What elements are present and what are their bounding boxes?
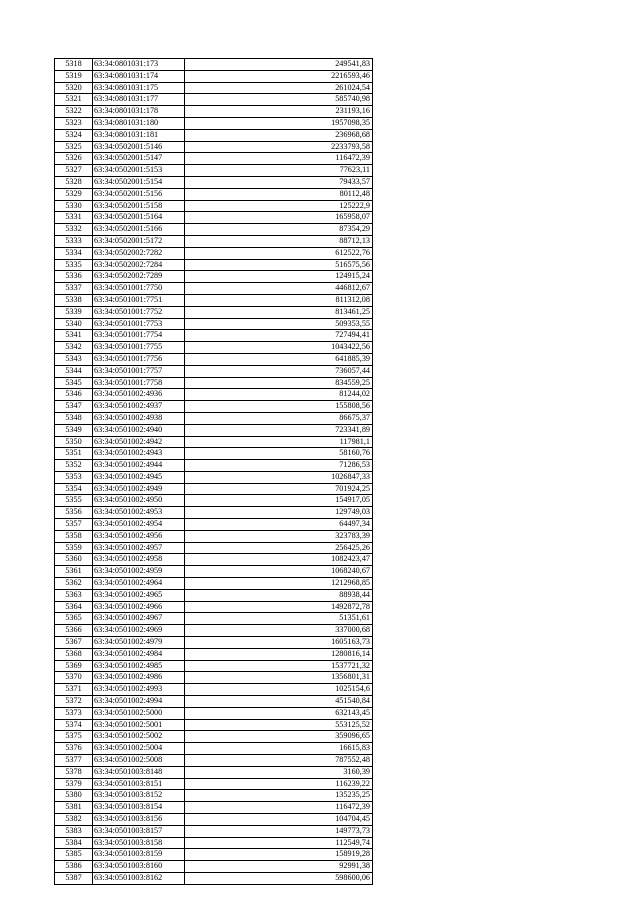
table-row [55,872,373,884]
cadastral-number: 63:34:0501002:4940 [93,424,185,436]
table-row [55,766,373,778]
cadastral-value: 337000,68 [185,625,373,637]
cadastral-number: 63:34:0501002:4944 [93,460,185,472]
cadastral-number: 63:34:0502002:7289 [93,271,185,283]
cadastral-number: 63:34:0501002:4966 [93,601,185,613]
row-number: 5330 [55,200,93,212]
row-number: 5370 [55,672,93,684]
cadastral-number: 63:34:0801031:177 [93,94,185,106]
cadastral-value: 165958,07 [185,212,373,224]
cadastral-number: 63:34:0501002:4964 [93,578,185,590]
cadastral-number: 63:34:0502001:5153 [93,165,185,177]
cadastral-value: 1356801,31 [185,672,373,684]
cadastral-value: 231193,16 [185,106,373,118]
cadastral-number: 63:34:0501003:8162 [93,872,185,884]
row-number: 5340 [55,318,93,330]
table-row [55,861,373,873]
row-number: 5358 [55,530,93,542]
cadastral-number: 63:34:0501002:4956 [93,530,185,542]
row-number: 5350 [55,436,93,448]
row-number: 5377 [55,755,93,767]
cadastral-value: 509353,55 [185,318,373,330]
row-number: 5361 [55,566,93,578]
cadastral-value: 116239,22 [185,778,373,790]
cadastral-number: 63:34:0502001:5164 [93,212,185,224]
cadastral-value: 80112,48 [185,188,373,200]
table-row [55,377,373,389]
cadastral-number: 63:34:0501001:7752 [93,306,185,318]
table-row [55,814,373,826]
cadastral-number: 63:34:0501001:7751 [93,294,185,306]
cadastral-value: 516575,56 [185,259,373,271]
cadastral-value: 64497,34 [185,519,373,531]
table-row [55,212,373,224]
table-row [55,200,373,212]
table-row [55,554,373,566]
table-row [55,70,373,82]
table-row [55,483,373,495]
row-number: 5336 [55,271,93,283]
cadastral-number: 63:34:0501001:7750 [93,283,185,295]
cadastral-value: 813461,25 [185,306,373,318]
row-number: 5349 [55,424,93,436]
row-number: 5322 [55,106,93,118]
table-row [55,589,373,601]
table-row [55,519,373,531]
table-row [55,660,373,672]
cadastral-value: 1605163,73 [185,637,373,649]
cadastral-value: 1026847,33 [185,471,373,483]
table-row [55,625,373,637]
table-row [55,401,373,413]
table-row [55,318,373,330]
table-row [55,188,373,200]
table-row [55,542,373,554]
table-row [55,389,373,401]
cadastral-number: 63:34:0501002:4993 [93,684,185,696]
row-number: 5328 [55,176,93,188]
cadastral-value: 1082423,47 [185,554,373,566]
cadastral-number: 63:34:0502002:7282 [93,247,185,259]
row-number: 5342 [55,342,93,354]
cadastral-number: 63:34:0501002:4994 [93,696,185,708]
table-row [55,153,373,165]
cadastral-value: 256425,26 [185,542,373,554]
row-number: 5338 [55,294,93,306]
cadastral-number: 63:34:0501002:4945 [93,471,185,483]
table-row [55,176,373,188]
cadastral-value: 77623,11 [185,165,373,177]
cadastral-number: 63:34:0501003:8152 [93,790,185,802]
cadastral-value: 451540,84 [185,696,373,708]
cadastral-value: 116472,39 [185,153,373,165]
table-row [55,224,373,236]
cadastral-value: 834559,25 [185,377,373,389]
cadastral-value: 1043422,56 [185,342,373,354]
row-number: 5374 [55,719,93,731]
table-row [55,247,373,259]
cadastral-number: 63:34:0501002:5008 [93,755,185,767]
row-number: 5359 [55,542,93,554]
cadastral-number: 63:34:0502001:5158 [93,200,185,212]
row-number: 5331 [55,212,93,224]
cadastral-number: 63:34:0501002:4984 [93,648,185,660]
cadastral-value: 88938,44 [185,589,373,601]
row-number: 5385 [55,849,93,861]
cadastral-value: 124915,24 [185,271,373,283]
row-number: 5367 [55,637,93,649]
cadastral-number: 63:34:0801031:178 [93,106,185,118]
cadastral-number: 63:34:0501002:4942 [93,436,185,448]
cadastral-number: 63:34:0501002:4937 [93,401,185,413]
cadastral-number: 63:34:0501002:5002 [93,731,185,743]
cadastral-value: 112549,74 [185,837,373,849]
cadastral-value: 129749,03 [185,507,373,519]
row-number: 5380 [55,790,93,802]
row-number: 5333 [55,235,93,247]
table-row [55,448,373,460]
table-row [55,235,373,247]
row-number: 5329 [55,188,93,200]
table-row [55,342,373,354]
table-row [55,412,373,424]
cadastral-number: 63:34:0801031:180 [93,117,185,129]
table-row [55,837,373,849]
cadastral-value: 1068240,67 [185,566,373,578]
row-number: 5384 [55,837,93,849]
row-number: 5376 [55,743,93,755]
table-row [55,82,373,94]
cadastral-value: 553125,52 [185,719,373,731]
cadastral-number: 63:34:0501002:4943 [93,448,185,460]
table-row [55,306,373,318]
table-row [55,578,373,590]
cadastral-number: 63:34:0501003:8157 [93,825,185,837]
table-row [55,731,373,743]
row-number: 5347 [55,401,93,413]
cadastral-value: 632143,45 [185,707,373,719]
table-row [55,495,373,507]
cadastral-number: 63:34:0501002:4954 [93,519,185,531]
cadastral-value: 155808,56 [185,401,373,413]
table-row [55,294,373,306]
cadastral-value: 585740,98 [185,94,373,106]
row-number: 5360 [55,554,93,566]
cadastral-value: 261024,54 [185,82,373,94]
cadastral-value: 641885,39 [185,353,373,365]
row-number: 5352 [55,460,93,472]
cadastral-number: 63:34:0501002:4938 [93,412,185,424]
row-number: 5368 [55,648,93,660]
cadastral-number: 63:34:0501003:8158 [93,837,185,849]
cadastral-value: 249541,83 [185,59,373,71]
row-number: 5386 [55,861,93,873]
cadastral-value: 701924,25 [185,483,373,495]
cadastral-number: 63:34:0501001:7753 [93,318,185,330]
table-row [55,849,373,861]
row-number: 5355 [55,495,93,507]
row-number: 5375 [55,731,93,743]
cadastral-value: 446812,67 [185,283,373,295]
row-number: 5369 [55,660,93,672]
cadastral-value: 1025154,6 [185,684,373,696]
row-number: 5334 [55,247,93,259]
cadastral-value: 723341,89 [185,424,373,436]
cadastral-number: 63:34:0801031:181 [93,129,185,141]
cadastral-number: 63:34:0501002:4985 [93,660,185,672]
row-number: 5318 [55,59,93,71]
table-row [55,637,373,649]
cadastral-value: 81244,02 [185,389,373,401]
cadastral-number: 63:34:0501003:8160 [93,861,185,873]
row-number: 5341 [55,330,93,342]
table-row [55,129,373,141]
cadastral-number: 63:34:0501002:4979 [93,637,185,649]
table-row [55,719,373,731]
row-number: 5381 [55,802,93,814]
table-row [55,460,373,472]
cadastral-value: 58160,76 [185,448,373,460]
cadastral-number: 63:34:0501002:5000 [93,707,185,719]
row-number: 5321 [55,94,93,106]
row-number: 5351 [55,448,93,460]
table-row [55,353,373,365]
cadastral-number: 63:34:0501001:7755 [93,342,185,354]
cadastral-number: 63:34:0501003:8159 [93,849,185,861]
cadastral-number: 63:34:0501002:4986 [93,672,185,684]
cadastral-value: 736057,44 [185,365,373,377]
row-number: 5371 [55,684,93,696]
cadastral-value: 1537721,32 [185,660,373,672]
row-number: 5343 [55,353,93,365]
row-number: 5364 [55,601,93,613]
table-row [55,106,373,118]
cadastral-number: 63:34:0501002:5004 [93,743,185,755]
cadastral-value-table [54,58,373,885]
cadastral-value: 135235,25 [185,790,373,802]
row-number: 5323 [55,117,93,129]
cadastral-number: 63:34:0501001:7757 [93,365,185,377]
cadastral-number: 63:34:0501002:4958 [93,554,185,566]
cadastral-value: 71286,53 [185,460,373,472]
cadastral-value: 158919,28 [185,849,373,861]
cadastral-number: 63:34:0501002:4949 [93,483,185,495]
cadastral-value: 3160,39 [185,766,373,778]
cadastral-value: 1212968,85 [185,578,373,590]
cadastral-value: 1280816,14 [185,648,373,660]
table-row [55,696,373,708]
cadastral-number: 63:34:0502001:5166 [93,224,185,236]
table-row [55,566,373,578]
cadastral-number: 63:34:0801031:174 [93,70,185,82]
table-row [55,471,373,483]
row-number: 5319 [55,70,93,82]
cadastral-number: 63:34:0501001:7754 [93,330,185,342]
cadastral-value: 79433,57 [185,176,373,188]
table-row [55,94,373,106]
table-row [55,436,373,448]
table-body [55,59,373,885]
row-number: 5348 [55,412,93,424]
cadastral-value: 16615,83 [185,743,373,755]
row-number: 5354 [55,483,93,495]
row-number: 5339 [55,306,93,318]
table-row [55,755,373,767]
row-number: 5356 [55,507,93,519]
cadastral-number: 63:34:0501002:4936 [93,389,185,401]
cadastral-number: 63:34:0501003:8148 [93,766,185,778]
row-number: 5387 [55,872,93,884]
table-row [55,601,373,613]
table-row [55,613,373,625]
cadastral-value: 787552,48 [185,755,373,767]
table-row [55,59,373,71]
row-number: 5325 [55,141,93,153]
row-number: 5373 [55,707,93,719]
cadastral-number: 63:34:0501002:4957 [93,542,185,554]
cadastral-number: 63:34:0502001:5172 [93,235,185,247]
table-row [55,283,373,295]
cadastral-number: 63:34:0502001:5146 [93,141,185,153]
row-number: 5383 [55,825,93,837]
cadastral-value: 1492872,78 [185,601,373,613]
cadastral-number: 63:34:0501003:8156 [93,814,185,826]
cadastral-value: 116472,39 [185,802,373,814]
row-number: 5366 [55,625,93,637]
cadastral-value: 2216593,46 [185,70,373,82]
cadastral-number: 63:34:0502001:5154 [93,176,185,188]
cadastral-value: 236968,68 [185,129,373,141]
table-row [55,424,373,436]
table-row [55,141,373,153]
table-row [55,648,373,660]
cadastral-value: 149773,73 [185,825,373,837]
cadastral-value: 117981,1 [185,436,373,448]
table-row [55,365,373,377]
row-number: 5324 [55,129,93,141]
row-number: 5365 [55,613,93,625]
row-number: 5353 [55,471,93,483]
row-number: 5337 [55,283,93,295]
cadastral-number: 63:34:0501003:8154 [93,802,185,814]
table-row [55,530,373,542]
cadastral-value: 1957098,35 [185,117,373,129]
table-row [55,825,373,837]
row-number: 5346 [55,389,93,401]
table-row [55,802,373,814]
cadastral-value: 727494,41 [185,330,373,342]
cadastral-value: 125222,9 [185,200,373,212]
cadastral-number: 63:34:0502002:7284 [93,259,185,271]
cadastral-number: 63:34:0501002:4969 [93,625,185,637]
table-row [55,778,373,790]
cadastral-number: 63:34:0501002:4965 [93,589,185,601]
table-row [55,684,373,696]
cadastral-number: 63:34:0501002:4967 [93,613,185,625]
cadastral-number: 63:34:0501001:7758 [93,377,185,389]
cadastral-value: 2233793,58 [185,141,373,153]
row-number: 5379 [55,778,93,790]
cadastral-value: 598600,06 [185,872,373,884]
table-row [55,165,373,177]
row-number: 5378 [55,766,93,778]
row-number: 5332 [55,224,93,236]
cadastral-value: 51351,61 [185,613,373,625]
row-number: 5344 [55,365,93,377]
cadastral-number: 63:34:0502001:5156 [93,188,185,200]
row-number: 5382 [55,814,93,826]
cadastral-number: 63:34:0501002:4950 [93,495,185,507]
row-number: 5335 [55,259,93,271]
row-number: 5363 [55,589,93,601]
cadastral-value: 154917,05 [185,495,373,507]
row-number: 5362 [55,578,93,590]
cadastral-value: 104704,45 [185,814,373,826]
cadastral-value: 612522,76 [185,247,373,259]
row-number: 5320 [55,82,93,94]
cadastral-value: 87354,29 [185,224,373,236]
cadastral-number: 63:34:0501001:7756 [93,353,185,365]
table-row [55,707,373,719]
table-row [55,330,373,342]
table-row [55,743,373,755]
cadastral-value: 323783,39 [185,530,373,542]
row-number: 5326 [55,153,93,165]
table-row [55,259,373,271]
cadastral-number: 63:34:0502001:5147 [93,153,185,165]
row-number: 5372 [55,696,93,708]
cadastral-number: 63:34:0501002:4953 [93,507,185,519]
cadastral-number: 63:34:0801031:175 [93,82,185,94]
row-number: 5345 [55,377,93,389]
cadastral-number: 63:34:0501002:4959 [93,566,185,578]
table-row [55,672,373,684]
table-row [55,271,373,283]
cadastral-value: 86675,37 [185,412,373,424]
cadastral-number: 63:34:0501002:5001 [93,719,185,731]
table-row [55,507,373,519]
cadastral-number: 63:34:0801031:173 [93,59,185,71]
cadastral-number: 63:34:0501003:8151 [93,778,185,790]
row-number: 5327 [55,165,93,177]
cadastral-value: 92991,38 [185,861,373,873]
cadastral-value: 811312,08 [185,294,373,306]
table-row [55,117,373,129]
cadastral-value: 88712,13 [185,235,373,247]
cadastral-value: 359096,65 [185,731,373,743]
table-row [55,790,373,802]
row-number: 5357 [55,519,93,531]
